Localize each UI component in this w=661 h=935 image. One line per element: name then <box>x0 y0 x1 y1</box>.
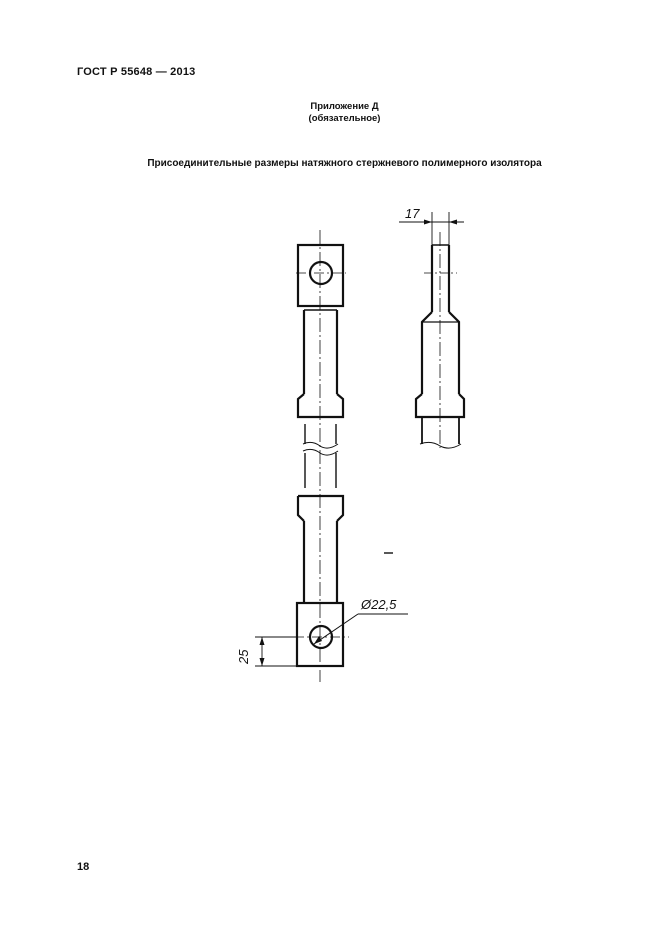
lower-collar <box>298 496 343 521</box>
figure-title: Присоединительные размеры натяжного стержневого полимерного изолятора <box>147 158 542 169</box>
appendix-title: Приложение Д <box>310 101 379 112</box>
tongue-thickness-label: 17 <box>405 206 420 221</box>
top-eye-fitting <box>298 245 343 306</box>
standard-code: ГОСТ Р 55648 — 2013 <box>77 66 196 78</box>
front-view <box>255 230 408 682</box>
hole-offset-label: 25 <box>236 649 251 664</box>
hole-diameter-label: Ø22,5 <box>361 597 397 612</box>
page-number: 18 <box>77 861 90 873</box>
side-view <box>399 212 464 448</box>
upper-collar <box>298 394 343 417</box>
appendix-status: (обязательное) <box>308 113 381 124</box>
